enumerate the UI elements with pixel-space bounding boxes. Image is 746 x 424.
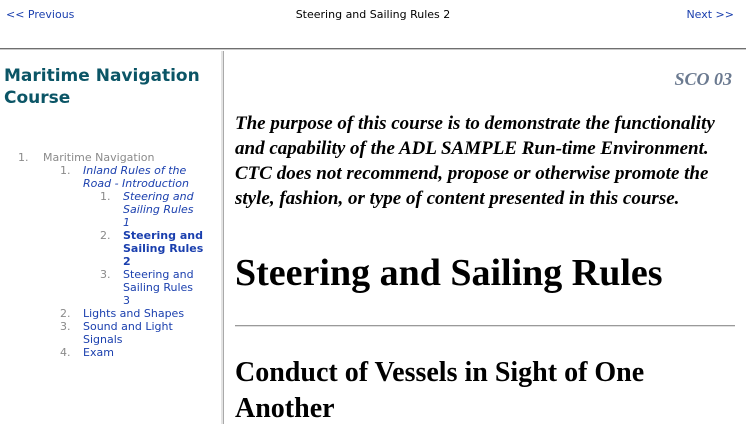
toc-current-steering-sailing-2: Steering and Sailing Rules 2 <box>123 229 204 268</box>
toc-number: 1. <box>18 151 29 164</box>
toc-link-lights-shapes[interactable]: Lights and Shapes <box>83 307 185 320</box>
toc-link-sound-light-signals[interactable]: Sound and Light Signals <box>83 320 173 346</box>
section-heading: Steering and Sailing Rules <box>235 252 663 294</box>
toc-link-exam[interactable]: Exam <box>83 346 114 359</box>
toc-link-steering-sailing-1[interactable]: Steering and Sailing Rules 1 <box>123 190 194 229</box>
top-navigation-bar <box>0 0 746 50</box>
page-title: Steering and Sailing Rules 2 <box>295 8 451 21</box>
purpose-statement: The purpose of this course is to demonstrate the functionality and capability of the ADL SAMPLE Run-time Environment. CTC does not recommend, propose or otherwise promote the style, fashion, or type of content presented in this course. <box>235 113 715 209</box>
toc-link-steering-sailing-3[interactable]: Steering and Sailing Rules 3 <box>123 268 194 307</box>
toc-number: 3. <box>100 268 111 281</box>
toc-number: 2. <box>60 307 71 320</box>
toc-number: 3. <box>60 320 71 333</box>
section-subheading: Conduct of Vessels in Sight of One Another <box>235 357 645 424</box>
toc-link-inland-rules[interactable]: Inland Rules of the Road - Introduction <box>83 164 189 190</box>
content-pane <box>225 51 746 424</box>
next-link[interactable]: Next >> <box>686 8 734 21</box>
previous-link[interactable]: << Previous <box>6 8 75 21</box>
toc-number: 1. <box>60 164 71 177</box>
toc-number: 2. <box>100 229 111 242</box>
toc-number: 4. <box>60 346 71 359</box>
toc-number: 1. <box>100 190 111 203</box>
sco-label: SCO 03 <box>674 69 732 89</box>
horizontal-rule <box>235 325 735 327</box>
toc-label: Maritime Navigation <box>43 151 155 164</box>
sidebar <box>0 51 220 424</box>
course-title: Maritime Navigation Course <box>4 66 200 108</box>
